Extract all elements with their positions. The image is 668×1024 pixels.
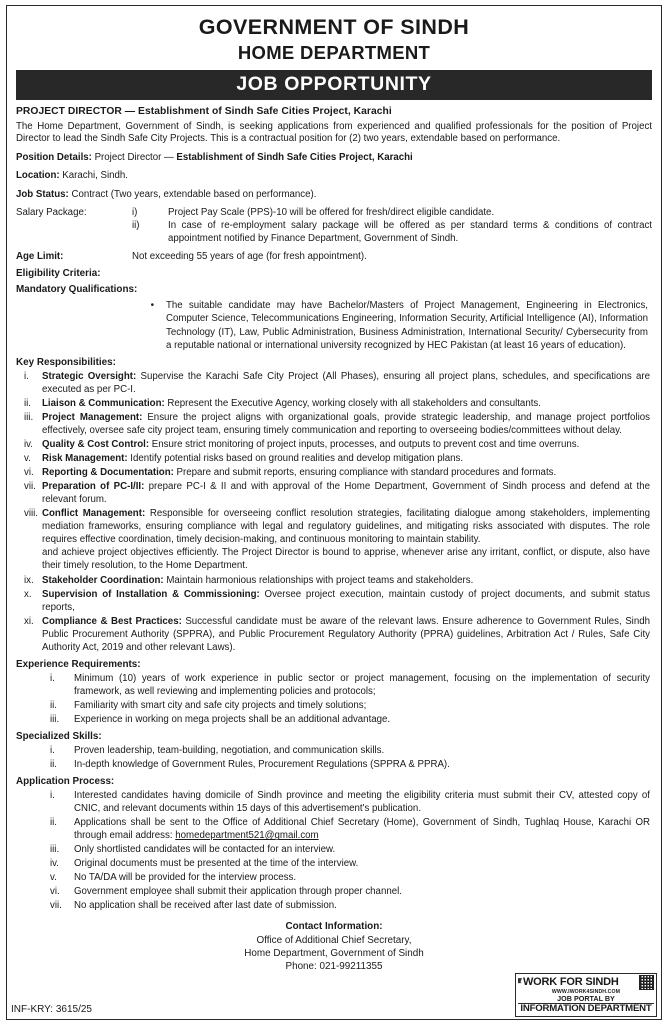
item-number: ii.	[50, 817, 57, 829]
eligibility-criteria-heading: Eligibility Criteria:	[16, 267, 101, 279]
list-item	[16, 699, 652, 712]
item-text	[42, 507, 652, 546]
item-body: Supervise the Karachi Safe City Project (All Phases), ensuring all project plans, schedules, and specifications are executed as per PC-I.	[42, 371, 650, 396]
salary-item-number: ii)	[132, 219, 140, 231]
job-opportunity-banner: JOB OPPORTUNITY	[16, 70, 652, 100]
item-term: Quality & Cost Control:	[42, 439, 150, 451]
key-responsibilities-list	[16, 370, 652, 546]
salary-package-label: Salary Package:	[16, 206, 87, 218]
list-item	[16, 843, 652, 856]
specialized-skills-heading: Specialized Skills:	[16, 731, 102, 743]
list-item	[16, 574, 652, 587]
item-body: Represent the Executive Agency, working closely with all stakeholders and consultants.	[164, 398, 541, 410]
job-status-row	[16, 188, 652, 201]
list-item	[16, 411, 652, 437]
item-text	[42, 438, 652, 451]
item-text	[42, 466, 652, 479]
item-text	[42, 411, 652, 437]
item-body: Ensure the project aligns with organizational goals, provide strategic leadership, and manage project portfolios effectively, oversee safe city project team, ensuring timely communication and reporting to overseeing bodies/committees without delay.	[42, 412, 650, 437]
inf-reference-number: INF-KRY: 3615/25	[11, 1004, 92, 1015]
item-body: Responsible for overseeing conflict resolution strategies, facilitating dialogue among stakeholders, implementing mediation frameworks, ensuring compliance with legal and regulatory guidelines, and mitigating risks associated with disputes. The role requires effective coordination, timely decision-making, and continuous monitoring to maintain stability.	[42, 508, 650, 546]
item-text: Minimum (10) years of work experience in public sector or project management, focusing on the implementation of security framework, as well reviewing and implementing policies and protocols;	[74, 673, 650, 698]
logo-website-url: WWW.IWORK4SINDH.COM	[551, 989, 621, 996]
contact-department: Home Department, Government of Sindh	[244, 947, 424, 959]
item-body: Applications shall be sent to the Office of Additional Chief Secretary (Home), Government of Sindh, Tughlaq House, Karachi OR through email address:	[74, 817, 650, 842]
list-item	[16, 615, 652, 654]
position-details-label: Position Details:	[16, 152, 92, 164]
item-body: Oversee project execution, maintain custody of project documents, and submit status reports,	[42, 589, 650, 614]
logo-job-portal-label: JOB PORTAL BY	[557, 994, 615, 1004]
item-body: prepare PC-I & II and with approval of the Home Department, Government of Sindh process and defend at the relevant forum.	[42, 481, 650, 506]
item-text: In-depth knowledge of Government Rules, Procurement Regulations (SPPRA & PPRA).	[74, 759, 450, 771]
mandatory-qualification-item	[16, 299, 652, 353]
application-process-heading: Application Process:	[16, 776, 115, 788]
experience-requirements-list	[16, 672, 652, 726]
list-item	[16, 885, 652, 898]
item-text	[42, 370, 652, 396]
salary-item-text: Project Pay Scale (PPS)-10 will be offered for fresh/direct eligible candidate.	[168, 206, 495, 218]
location-row	[16, 169, 652, 182]
conflict-management-continuation	[16, 546, 652, 572]
specialized-skills-list	[16, 744, 652, 771]
contact-information-block	[16, 920, 652, 972]
mandatory-qualifications-heading: Mandatory Qualifications:	[16, 283, 138, 295]
item-text	[42, 397, 652, 410]
item-text: Experience in working on mega projects shall be an additional advantage.	[74, 714, 391, 726]
list-item	[16, 758, 652, 771]
item-number: vi.	[50, 886, 60, 898]
item-text: Original documents must be presented at the time of the interview.	[74, 858, 359, 870]
salary-package-items	[132, 206, 652, 245]
list-item	[16, 480, 652, 506]
item-body: Identify potential risks based on ground realities and develop mitigation plans.	[127, 453, 464, 465]
item-number: ix.	[24, 575, 34, 587]
item-term: Project Management:	[42, 412, 143, 424]
salary-item-text: In case of re-employment salary package will be offered as per standard terms & conditions of contract appointment notified by Finance Department, Government of Sindh.	[168, 219, 652, 244]
item-text: No TA/DA will be provided for the interview process.	[74, 872, 297, 884]
list-item	[16, 452, 652, 465]
item-number: iii.	[24, 412, 34, 424]
position-details-value: Project Director —	[91, 152, 177, 164]
application-process-list	[16, 789, 652, 912]
item-text: No application shall be received after last date of submission.	[74, 900, 337, 912]
item-text	[74, 816, 652, 842]
work-for-sindh-logo	[515, 973, 657, 1017]
logo-brand-label: WORK FOR SINDH	[523, 976, 619, 989]
department-title: HOME DEPARTMENT	[237, 42, 431, 64]
list-item	[16, 899, 652, 912]
key-responsibilities-list-continued	[16, 574, 652, 654]
key-responsibilities-heading: Key Responsibilities:	[16, 357, 116, 369]
item-body: Successful candidate must be aware of the relevant laws. Ensure adherence to Government Rules, Sindh Public Procurement Authority (SPPRA), and Public Procurement Regulatory Authority (PPRA) guidelines, Arbitration Act / Rules, Safe City Authority Act, 2019 and other relevant Laws).	[42, 616, 650, 654]
salary-item	[132, 206, 652, 219]
item-term: Supervision of Installation & Commissioning:	[42, 589, 260, 601]
experience-requirements-heading: Experience Requirements:	[16, 659, 141, 671]
email-link[interactable]: homedepartment521@gmail.com	[175, 830, 319, 842]
flag-icon	[518, 978, 522, 987]
item-body: Prepare and submit reports, ensuring compliance with standard procedures and formats.	[173, 467, 557, 479]
page-title: GOVERNMENT OF SINDH	[198, 15, 470, 39]
item-text	[42, 615, 652, 654]
bullet-icon: •	[150, 299, 154, 311]
item-term: Compliance & Best Practices:	[42, 616, 182, 628]
item-number: ii.	[24, 398, 31, 410]
item-body: Maintain harmonious relationships with project teams and stakeholders.	[163, 575, 474, 587]
item-number: v.	[50, 872, 57, 884]
item-number: iv.	[50, 858, 59, 870]
list-item	[16, 438, 652, 451]
salary-package-row	[16, 206, 652, 245]
item-number: i.	[50, 790, 55, 802]
logo-top-row	[518, 975, 654, 990]
item-number: ii.	[50, 759, 57, 771]
list-item	[16, 370, 652, 396]
list-item	[16, 507, 652, 546]
list-item	[16, 713, 652, 726]
list-item	[16, 588, 652, 614]
intro-paragraph: The Home Department, Government of Sindh, is seeking applications from experienced and qualified professionals for the position of Project Director to lead the Sindh Safe City Projects. This is a contractual position for (2) two years, extendable based on performance.	[16, 120, 652, 145]
item-term: Conflict Management:	[42, 508, 146, 520]
list-item	[16, 466, 652, 479]
list-item	[16, 857, 652, 870]
salary-item-number: i)	[132, 206, 138, 218]
salary-item	[132, 219, 652, 245]
position-details-row	[16, 151, 652, 164]
item-term: Strategic Oversight:	[42, 371, 137, 383]
location-value: Karachi, Sindh.	[59, 170, 128, 182]
age-limit-value: Not exceeding 55 years of age (for fresh appointment).	[132, 250, 367, 262]
item-term: Preparation of PC-I/II:	[42, 481, 145, 493]
continuation-text: and achieve project objectives efficiently. The Project Director is bound to apprise, whenever arise any irritant, conflict, or dispute, also have their timely resolution, to the Home Department.	[42, 547, 650, 572]
list-item	[16, 789, 652, 815]
item-number: iv.	[24, 439, 33, 451]
contact-office: Office of Additional Chief Secretary,	[256, 934, 412, 946]
list-item	[16, 816, 652, 842]
item-term: Liaison & Communication:	[42, 398, 165, 410]
item-text: Only shortlisted candidates will be contacted for an interview.	[74, 844, 336, 856]
item-number: xi.	[24, 616, 34, 628]
job-status-label: Job Status:	[16, 188, 69, 200]
item-number: ii.	[50, 700, 57, 712]
job-status-value: Contract (Two years, extendable based on performance).	[68, 188, 317, 200]
item-number: viii.	[24, 508, 38, 520]
item-term: Risk Management:	[42, 453, 128, 465]
item-number: iii.	[50, 844, 60, 856]
item-number: i.	[50, 673, 55, 685]
item-number: vi.	[24, 467, 34, 479]
location-label: Location:	[16, 170, 60, 182]
item-term: Reporting & Documentation:	[42, 467, 174, 479]
item-number: i.	[50, 745, 55, 757]
item-text: Interested candidates having domicile of Sindh province and meeting the eligibility criteria must submit their CV, attested copy of CNIC, and relevant documents within 15 days of this advertisement's publication.	[74, 790, 650, 815]
list-item	[16, 744, 652, 757]
item-text	[42, 588, 652, 614]
item-number: i.	[24, 371, 29, 383]
logo-information-department-label: INFORMATION DEPARTMENT	[518, 1003, 654, 1015]
item-text	[42, 574, 652, 587]
contact-heading: Contact Information:	[285, 921, 383, 933]
age-limit-label: Age Limit:	[16, 250, 64, 262]
age-limit-row	[16, 250, 652, 263]
item-body: Ensure strict monitoring of project inputs, processes, and outputs to prevent cost and time overruns.	[149, 439, 580, 451]
mandatory-qualification-text: The suitable candidate may have Bachelor/Masters of Project Management, Engineering in Electronics, Computer Science, Telecommunications Engineering, Information Security, Artificial Intelligence (AI), Information Technology (IT), Law, Public Administration, Business Administration, International Security/ Cybersecurity from a reputable national or international university recognized by HEC Pakistan (at least 16 years of education).	[166, 299, 648, 352]
advertisement-frame	[6, 5, 662, 1020]
item-text	[42, 480, 652, 506]
item-text: Government employee shall submit their application through proper channel.	[74, 886, 402, 898]
item-text	[42, 452, 652, 465]
job-title-line: PROJECT DIRECTOR — Establishment of Sindh Safe Cities Project, Karachi	[16, 105, 392, 117]
list-item	[16, 871, 652, 884]
qr-code-icon	[639, 975, 654, 990]
item-text: Proven leadership, team-building, negotiation, and communication skills.	[74, 745, 385, 757]
list-item	[16, 397, 652, 410]
item-number: v.	[24, 453, 31, 465]
contact-phone: Phone: 021-99211355	[285, 960, 383, 972]
item-number: x.	[24, 589, 32, 601]
item-text: Familiarity with smart city and safe city projects and timely solutions;	[74, 700, 367, 712]
item-term: Stakeholder Coordination:	[42, 575, 164, 587]
logo-brand-text	[518, 977, 619, 988]
item-number: iii.	[50, 714, 60, 726]
item-number: vii.	[24, 481, 36, 493]
position-details-value-bold: Establishment of Sindh Safe Cities Project, Karachi	[176, 152, 413, 164]
item-number: vii.	[50, 900, 62, 912]
list-item	[16, 672, 652, 698]
